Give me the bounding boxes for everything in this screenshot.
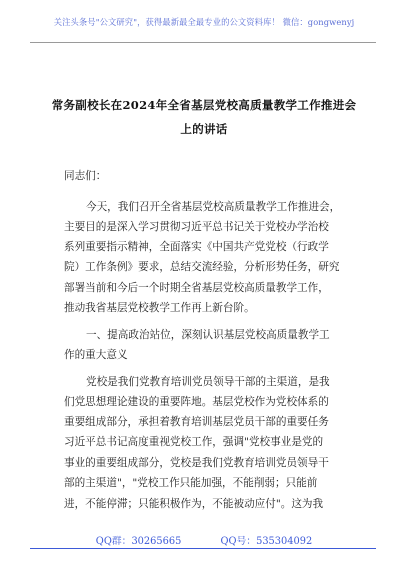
body-line: 部署当前和今后一个时期全省基层党校高质量教学工作，: [64, 282, 329, 294]
document-title-line2: 上的讲话: [180, 122, 228, 136]
body-line: 事业的重要组成部分，党校是我们党教育培训党员领导干: [64, 457, 329, 469]
header-banner: 关注头条号"公文研究"，获得最新最全最专业的公文资料库！ 微信：gongwenyj: [53, 17, 355, 27]
section-heading-line: 一、提高政治站位，深刻认识基层党校高质量教学工: [86, 329, 330, 341]
body-line: 习近平总书记高度重视党校工作，强调"党校事业是党的: [64, 436, 324, 448]
body-line: 党校是我们党教育培训党员领导干部的主渠道，是我: [86, 376, 330, 388]
document-title-line1: 常务副校长在2024年全省基层党校高质量教学工作推进会: [51, 98, 357, 112]
body-line: 院）工作条例》要求，总结交流经验，分析形势任务，研究: [64, 261, 340, 273]
footer-divider: [30, 548, 376, 549]
body-line: 进，不能停滞；只能积极作为，不能被动应付"。这为我: [64, 498, 324, 510]
body-line: 今天，我们召开全省基层党校高质量教学工作推进会，: [86, 201, 341, 213]
salutation: 同志们：: [64, 170, 107, 182]
body-line: 重要组成部分，承担着教育培训基层党员干部的重要任务: [64, 416, 329, 428]
body-line: 们党思想理论建设的重要阵地。基层党校作为党校体系的: [64, 396, 329, 408]
footer-qq-number: QQ号：535304092: [220, 536, 313, 547]
body-line: 推动我省基层党校教学工作再上新台阶。: [64, 302, 255, 314]
footer-qq-group: QQ群：30265665: [95, 536, 182, 547]
body-line: 部的主渠道"，"党校工作只能加强，不能削弱；只能前: [64, 477, 318, 489]
body-line: 主要目的是深入学习贯彻习近平总书记关于党校办学治校: [64, 221, 329, 233]
footer-contact: [0, 533, 408, 547]
header-divider: [30, 42, 376, 43]
body-line: 系列重要指示精神，全面落实《中国共产党党校（行政学: [64, 241, 329, 253]
section-heading-line: 作的重大意义: [64, 349, 128, 361]
